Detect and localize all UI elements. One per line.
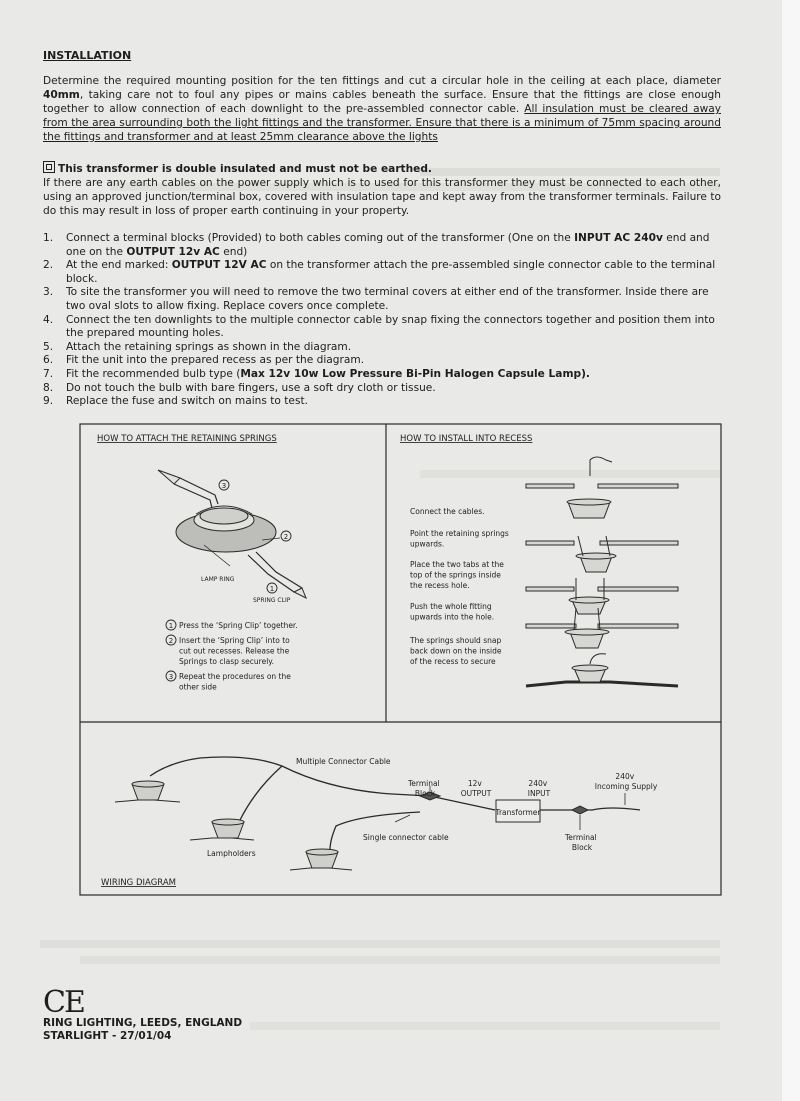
installation-heading: INSTALLATION [43,49,132,62]
installation-step: 9. Replace the fuse and switch on mains to test. [43,395,308,408]
intro-paragraph: Determine the required mounting position for the ten fittings and cut a circular hole in the ceiling at each place, diameter 40mm, taking care not to foul any pipes or mains cables beneath the surface. Ensure that the fittings are close enough together to allow connection of each downlight to the pre-assembled connector cable. All insulation must be cleared away from the area surrounding both the light fittings and the transformer. Ensure that there is a minimum of 75mm spacing around the fittings and transformer and at least 25mm clearance above the lights [43,75,721,143]
earth-notice-body: If there are any earth cables on the power supply which is to used for this transformer they must be connected to each other, using an approved junction/terminal box, covered with insulation tape and kept away from the transformer terminals. Failure to do this may result in loss of proper earth continuing in your property. [43,177,721,217]
transformer-label: Transformer [495,808,541,817]
step-number: 4. [43,313,54,326]
step-number: 7. [43,367,54,380]
terminal-block-bottom-label: Terminal Block [564,833,597,852]
output-label: 12v OUTPUT [460,779,492,798]
recess-step-text: Place the two tabs at the top of the springs inside the recess hole. [410,560,504,590]
installation-step: 5. Attach the retaining springs as shown in the diagram. [43,340,352,353]
footer [43,1017,242,1043]
step-number: 9. [43,395,54,408]
spring-instruction: Press the ‘Spring Clip’ together. [179,621,298,630]
company-name: RING LIGHTING, LEEDS, ENGLAND [43,1017,243,1029]
recess-illustrations [526,457,678,686]
page-edge [782,0,800,1101]
recess-step-text: The springs should snap back down on the inside of the recess to secure [410,636,502,666]
single-cable-label: Single connector cable [363,833,449,842]
spring-instruction: Repeat the procedures on the other side [179,672,291,692]
lampholders-label: Lampholders [207,849,256,858]
earth-notice-title: This transformer is double insulated and must not be earthed. [58,163,432,175]
installation-step: 4. Connect the ten downlights to the multiple connector cable by snap fixing the connectors together and position them into the prepared mounting holes. [43,313,715,340]
multiple-cable-label: Multiple Connector Cable [296,757,391,766]
svg-text:3: 3 [221,482,227,490]
step-number: 1. [43,232,54,244]
recess-panel-title: HOW TO INSTALL INTO RECESS [400,434,533,444]
step-number: 6. [43,354,54,367]
installation-step: 6. Fit the unit into the prepared recess as per the diagram. [43,354,365,367]
recess-steps [409,507,509,666]
step-number: 3. [43,286,54,299]
terminal-block-top-label: Terminal Block [407,779,440,798]
marker-2 [281,531,291,541]
step-number: 2. [43,259,54,272]
installation-step: 8. Do not touch the bulb with bare fingers, use a soft dry cloth or tissue. [43,381,436,394]
spring-instruction: Insert the ‘Spring Clip’ into to cut out recesses. Release the Springs to clasp securely. [179,636,290,666]
recess-step-text: Connect the cables. [410,507,485,516]
springs-panel-title: HOW TO ATTACH THE RETAINING SPRINGS [97,434,277,444]
instruction-marker-number: 1 [168,622,174,630]
wiring-lamps [115,781,588,870]
installation-step: 7. Fit the recommended bulb type (Max 12v 10w Low Pressure Bi-Pin Halogen Capsule Lamp). [43,367,590,380]
step-number: 5. [43,340,54,353]
installation-step: 1. Connect a terminal blocks (Provided) to both cables coming out of the transformer (One on the INPUT AC 240v end and one on the OUTPUT 12v AC end) [43,232,710,258]
incoming-supply-label: 240v Incoming Supply [594,772,658,791]
installation-step: 3. To site the transformer you will need to remove the two terminal covers at either end of the transformer. Inside there are two oval slots to allow fixing. Replace covers once complete. [43,286,709,312]
diagram-frame [80,424,721,895]
step-number: 8. [43,381,54,394]
marker-3 [219,480,229,490]
spring-instructions [166,620,298,692]
spring-clip-label: SPRING CLIP [253,597,291,604]
input-label: 240v INPUT [527,779,551,798]
recess-step-text: Push the whole fitting upwards into the hole. [410,602,495,622]
ce-mark: CE [43,985,84,1020]
marker-1 [267,583,277,593]
recess-step-text: Point the retaining springs upwards. [410,529,509,549]
svg-text:1: 1 [269,585,275,593]
lamp-ring-label: LAMP RING [201,576,235,583]
product-date: STARLIGHT - 27/01/04 [43,1030,172,1042]
svg-text:2: 2 [283,533,289,541]
wiring-diagram-title: WIRING DIAGRAM [101,878,176,888]
instruction-marker-number: 2 [168,637,174,645]
instruction-marker-number: 3 [168,673,174,681]
installation-step: 2. At the end marked: OUTPUT 12V AC on the transformer attach the pre-assembled single connector cable to the terminal block. [43,259,716,285]
